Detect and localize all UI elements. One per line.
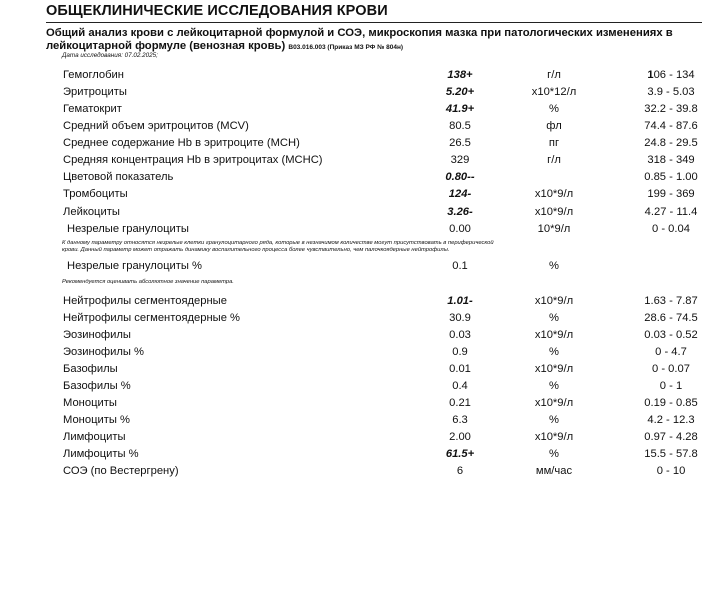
- row-ref: 4.2 - 12.3: [647, 414, 695, 426]
- row-name: Моноциты: [63, 397, 117, 409]
- row-unit: %: [549, 103, 559, 115]
- row-unit: 10*9/л: [537, 223, 571, 235]
- row-value: 0.21: [449, 397, 471, 409]
- row-ref: 199 - 369: [647, 188, 695, 200]
- row-unit: %: [549, 346, 559, 358]
- row-name: Нейтрофилы сегментоядерные %: [63, 312, 240, 324]
- row-unit: x10*9/л: [534, 188, 574, 200]
- subtitle-line-2-text: лейкоцитарной формуле (венозная кровь): [46, 40, 286, 52]
- row-name: Гематокрит: [63, 103, 122, 115]
- row-unit: x10*9/л: [534, 329, 574, 341]
- row-ref: 0.97 - 4.28: [644, 431, 698, 443]
- row-value: 0.00: [449, 223, 471, 235]
- row-unit: %: [549, 380, 559, 392]
- note-line-2: крови. Данный параметр может отражать динамику воспалительного процесса более чувствительно, чем палочкоядерные нейтрофилы.: [62, 247, 450, 253]
- row-name: Лейкоциты: [63, 206, 120, 218]
- row-value: 26.5: [449, 137, 471, 149]
- row-name: Цветовой показатель: [63, 171, 174, 183]
- row-value: 61.5+: [445, 448, 475, 460]
- row-value: 2.00: [449, 431, 471, 443]
- row-unit: x10*9/л: [534, 206, 574, 218]
- row-ref: 28.6 - 74.5: [644, 312, 698, 324]
- row-unit: фл: [546, 120, 562, 132]
- row-name: Базофилы: [63, 363, 118, 375]
- row-unit: %: [549, 448, 559, 460]
- row-value: 329: [450, 154, 470, 166]
- row-unit: x10*9/л: [534, 295, 574, 307]
- row-value: 41.9+: [445, 103, 475, 115]
- row-value: 0.80--: [445, 171, 475, 183]
- row-name: Нейтрофилы сегментоядерные: [63, 295, 227, 307]
- row-value: 0.4: [452, 380, 468, 392]
- row-name: Среднее содержание Hb в эритроците (MCH): [63, 137, 300, 149]
- row-unit: г/л: [547, 69, 561, 81]
- row-name: СОЭ (по Вестергрену): [63, 465, 179, 477]
- row-unit: мм/час: [535, 465, 573, 477]
- row-value: 138+: [447, 69, 473, 81]
- row-unit: x10*9/л: [534, 397, 574, 409]
- row-name: Лимфоциты: [63, 431, 126, 443]
- test-date: Дата исследования: 07.02.2025;: [62, 52, 158, 59]
- row-name: Средний объем эритроцитов (MCV): [63, 120, 249, 132]
- row-ref: 0.19 - 0.85: [644, 397, 698, 409]
- row-value: 0.01: [449, 363, 471, 375]
- row-unit: %: [549, 414, 559, 426]
- row-name: Базофилы %: [63, 380, 131, 392]
- subtitle-line-1: Общий анализ крови с лейкоцитарной формулой и СОЭ, микроскопия мазка при патологических изменениях в: [46, 27, 673, 39]
- row-value: 0.9: [452, 346, 468, 358]
- row-ref: 0.85 - 1.00: [644, 171, 698, 183]
- row-unit: %: [549, 260, 559, 272]
- row-ref: 15.5 - 57.8: [644, 448, 698, 460]
- row-value: 0.03: [449, 329, 471, 341]
- test-subtitle: [46, 27, 702, 54]
- row-value: 30.9: [449, 312, 471, 324]
- row-value: 3.26-: [447, 206, 473, 218]
- row-unit: x10*9/л: [534, 431, 574, 443]
- absolute-value-note: Рекомендуется оценивать абсолютное значение параметра.: [62, 279, 234, 285]
- section-title: ОБЩЕКЛИНИЧЕСКИЕ ИССЛЕДОВАНИЯ КРОВИ: [46, 1, 702, 23]
- row-name: Эритроциты: [63, 86, 127, 98]
- row-value: 1.01-: [447, 295, 473, 307]
- row-value: 0.1: [452, 260, 468, 272]
- row-unit: x10*12/л: [531, 86, 577, 98]
- row-name: Моноциты %: [63, 414, 130, 426]
- row-ref: 74.4 - 87.6: [644, 120, 698, 132]
- row-ref: 0 - 10: [656, 465, 686, 477]
- row-ref: 0 - 0.04: [652, 223, 690, 235]
- row-ref: 0 - 0.07: [652, 363, 690, 375]
- row-ref-bold: 1: [647, 69, 654, 81]
- note-line-1: К данному параметру относятся незрелые клетки гранулоцитарного ряда, которые в незначимом количестве могут присутствовать в периферической: [62, 240, 494, 246]
- row-value: 124-: [448, 188, 472, 200]
- row-ref: 4.27 - 11.4: [644, 206, 698, 218]
- immature-granulocytes-note: [62, 240, 702, 254]
- row-unit: %: [549, 312, 559, 324]
- row-name: Средняя концентрация Hb в эритроцитах (MCHC): [63, 154, 323, 166]
- row-value: 80.5: [449, 120, 471, 132]
- row-name: Незрелые гранулоциты: [67, 223, 189, 235]
- row-ref: [606, 69, 702, 81]
- row-unit: x10*9/л: [534, 363, 574, 375]
- row-name: Лимфоциты %: [63, 448, 139, 460]
- row-name: Тромбоциты: [63, 188, 128, 200]
- row-ref: 0 - 4.7: [655, 346, 687, 358]
- row-ref: 1.63 - 7.87: [644, 295, 698, 307]
- row-unit: пг: [548, 137, 560, 149]
- row-ref: 32.2 - 39.8: [644, 103, 698, 115]
- row-name: Незрелые гранулоциты %: [67, 260, 202, 272]
- row-ref: 24.8 - 29.5: [644, 137, 698, 149]
- row-ref: 318 - 349: [647, 154, 695, 166]
- row-ref: 0.03 - 0.52: [644, 329, 698, 341]
- row-name: Эозинофилы: [63, 329, 131, 341]
- row-value: 5.20+: [445, 86, 475, 98]
- test-code: B03.016.003 (Приказ МЗ РФ № 804н): [288, 44, 404, 51]
- row-ref-rest: 06 - 134: [653, 69, 695, 81]
- row-unit: г/л: [547, 154, 561, 166]
- row-name: Гемоглобин: [63, 69, 124, 81]
- row-name: Эозинофилы %: [63, 346, 144, 358]
- row-ref: 3.9 - 5.03: [647, 86, 695, 98]
- row-value: 6: [456, 465, 464, 477]
- row-ref: 0 - 1: [659, 380, 683, 392]
- row-value: 6.3: [452, 414, 468, 426]
